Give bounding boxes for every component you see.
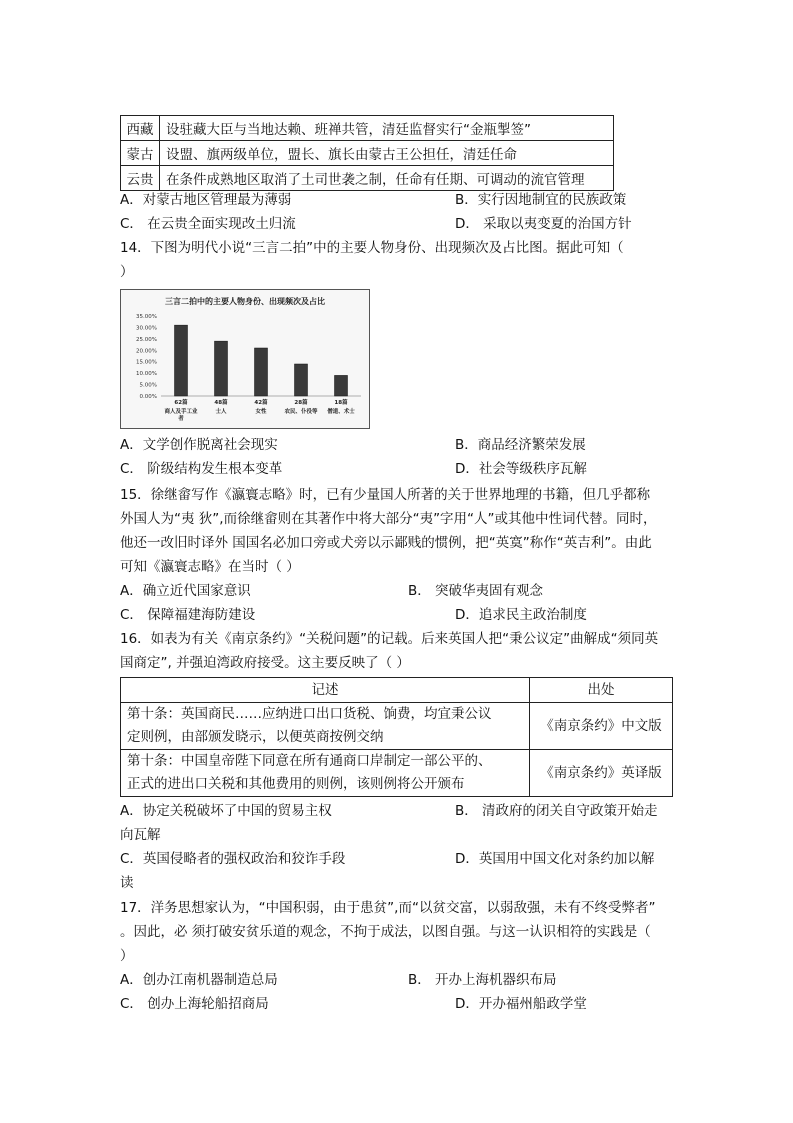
x-category-label: 农民、仆役等 — [284, 409, 318, 415]
y-tick-label: 30.00% — [136, 325, 157, 332]
table-row — [121, 750, 673, 797]
record-line: 定则例，由部颁发晓示，以便英商按例交纳 — [127, 729, 384, 745]
x-category-label: 女性 — [255, 409, 267, 415]
y-tick-label: 5.00% — [139, 382, 157, 389]
q16-option-c[interactable]: C．英国侵略者的强权政治和狡诈手段 — [120, 851, 346, 867]
record-line: 正式的进出口关税和其他费用的则例，该则例将公开颁布 — [127, 776, 465, 792]
q13-option-a[interactable]: A．对蒙古地区管理最为薄弱 — [120, 192, 292, 208]
chart-bar — [255, 348, 268, 396]
record-line: 第十条：英国商民……应纳进口出口货税、饷费，均宜秉公议 — [127, 706, 492, 722]
record-line: 第十条：中国皇帝陛下同意在所有通商口岸制定一部公平的、 — [127, 753, 492, 769]
y-tick-label: 0.00% — [139, 394, 157, 400]
y-tick-label: 15.00% — [136, 359, 157, 366]
q14-option-b[interactable]: B．商品经济繁荣发展 — [455, 437, 586, 453]
table-cell-region: 西藏 — [121, 116, 160, 141]
q17-option-a[interactable]: A．创办江南机器制造总局 — [120, 972, 278, 988]
q13-option-d[interactable]: D． 采取以夷变夏的治国方针 — [455, 216, 632, 232]
q17-stem-line1: 17．洋务思想家认为，“中国积弱，由于患贫”,而“以贫交富，以弱敌强，未有不终受弊者” — [120, 900, 656, 916]
q14-chart — [120, 289, 370, 429]
q16-option-d-cont: 读 — [120, 875, 134, 891]
q14-option-a[interactable]: A．文学创作脱离社会现实 — [120, 437, 278, 453]
q16-option-b-cont: 向瓦解 — [120, 827, 161, 843]
bar-count-label: 62篇 — [174, 400, 188, 406]
q17-stem-line2: 。因此，必 须打破安贫乐道的观念，不拘于成法，以图自强。与这一认识相符的实践是（ — [120, 924, 651, 940]
table-cell-desc: 设盟、旗两级单位，盟长、旗长由蒙古王公担任，清廷任命 — [160, 141, 614, 166]
table-row — [121, 141, 614, 166]
q17-option-b[interactable]: B． 开办上海机器织布局 — [408, 972, 557, 988]
table-cell-desc: 在条件成熟地区取消了土司世袭之制，任命有任期、可调动的流官管理 — [160, 166, 614, 191]
q13-table — [120, 115, 614, 191]
table-row — [121, 703, 673, 750]
q16-option-d[interactable]: D．英国用中国文化对条约加以解 — [455, 851, 655, 867]
table-cell-record — [121, 750, 530, 797]
table-cell-source: 《南京条约》英译版 — [530, 750, 673, 797]
chart-bar — [175, 325, 188, 396]
chart-bar — [215, 341, 228, 396]
table-cell-desc: 设驻藏大臣与当地达赖、班禅共管，清廷监督实行“金瓶掣签” — [160, 116, 614, 141]
chart-bar — [335, 375, 348, 396]
q15-stem-line2: 外国人为“夷 狄”,而徐继畲则在其著作中将大部分“夷”字用“人”或其他中性词代替。同时， — [120, 511, 657, 527]
table-header-row — [121, 678, 673, 703]
q15-option-a[interactable]: A．确立近代国家意识 — [120, 583, 251, 599]
q15-stem-line1: 15．徐继畲写作《瀛寰志略》时，已有少量国人所著的关于世界地理的书籍，但几乎都称 — [120, 487, 651, 503]
q15-stem-line4: 可知《瀛寰志略》在当时（ ） — [120, 559, 300, 575]
x-category-label: 者 — [178, 416, 184, 422]
q16-option-a[interactable]: A．协定关税破坏了中国的贸易主权 — [120, 803, 332, 819]
table-header-record: 记述 — [121, 678, 530, 703]
q16-option-b[interactable]: B． 清政府的闭关自守政策开始走 — [455, 803, 658, 819]
q16-stem-line1: 16．如表为有关《南京条约》“关税问题”的记载。后来英国人把“秉公议定”曲解成“须同英 — [120, 631, 659, 647]
y-tick-label: 35.00% — [136, 314, 157, 320]
bar-count-label: 48篇 — [214, 400, 228, 406]
y-tick-label: 25.00% — [136, 336, 157, 343]
table-cell-source: 《南京条约》中文版 — [530, 703, 673, 750]
bar-chart — [121, 290, 369, 428]
y-tick-label: 20.00% — [136, 348, 157, 355]
q17-stem-line3: ） — [120, 948, 134, 964]
q14-option-c[interactable]: C． 阶级结构发生根本变革 — [120, 461, 283, 477]
q15-stem-line3: 他还一改旧时译外 国国名必加口旁或犬旁以示鄙贱的惯例，把“英寞”称作“英吉利”。由此 — [120, 535, 652, 551]
q16-stem-line2: 国商定”, 并强迫湾政府接受。这主要反映了（ ） — [120, 655, 410, 671]
table-header-source: 出处 — [530, 678, 673, 703]
table-cell-region: 云贵 — [121, 166, 160, 191]
q15-option-d[interactable]: D．追求民主政治制度 — [455, 607, 587, 623]
q16-table — [120, 677, 673, 797]
x-category-label: 僧道、术士 — [327, 409, 355, 415]
bar-count-label: 42篇 — [254, 400, 268, 406]
q14-stem-line1: 14．下图为明代小说“三言二拍”中的主要人物身份、出现频次及占比图。据此可知（ — [120, 240, 624, 256]
q14-stem-line2: ） — [120, 264, 134, 280]
chart-bar — [295, 364, 308, 396]
q15-option-c[interactable]: C． 保障福建海防建设 — [120, 607, 256, 623]
q13-option-c[interactable]: C． 在云贵全面实现改土归流 — [120, 216, 296, 232]
q15-option-b[interactable]: B． 突破华夷固有观念 — [408, 583, 544, 599]
q13-option-b[interactable]: B．实行因地制宜的民族政策 — [455, 192, 627, 208]
x-category-label: 士人 — [215, 409, 227, 415]
chart-title: 三言二拍中的主要人物身份、出现频次及占比 — [165, 297, 325, 306]
table-row — [121, 166, 614, 191]
table-cell-record — [121, 703, 530, 750]
q14-option-d[interactable]: D．社会等级秩序瓦解 — [455, 461, 587, 477]
x-category-label: 商人及手工业 — [164, 409, 198, 415]
q17-option-d[interactable]: D．开办福州船政学堂 — [455, 996, 587, 1012]
y-tick-label: 10.00% — [136, 371, 157, 378]
bar-count-label: 28篇 — [294, 400, 308, 406]
q17-option-c[interactable]: C． 创办上海轮船招商局 — [120, 996, 269, 1012]
table-row — [121, 116, 614, 141]
table-cell-region: 蒙古 — [121, 141, 160, 166]
bar-count-label: 18篇 — [334, 400, 348, 406]
